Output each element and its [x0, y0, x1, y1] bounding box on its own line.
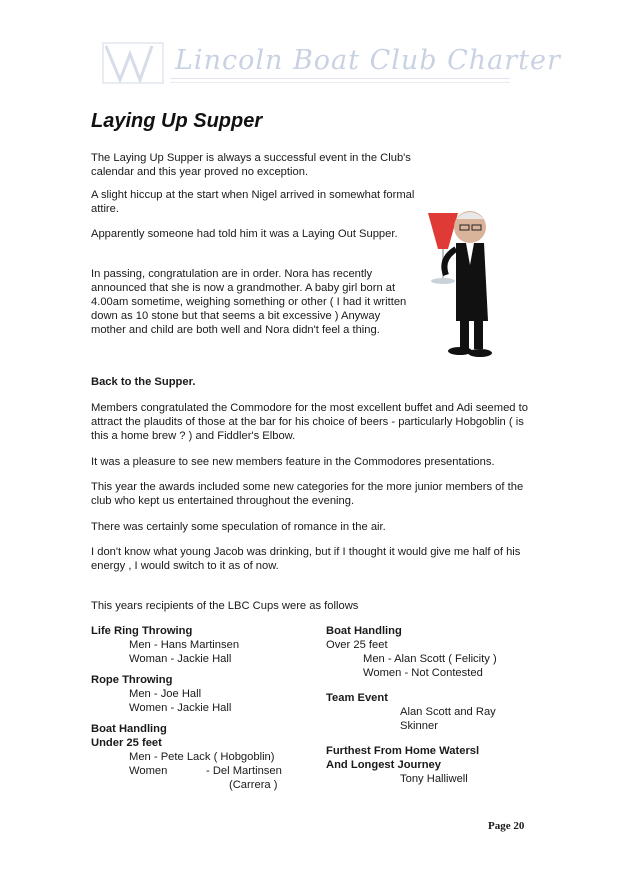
header-banner — [100, 40, 561, 88]
article-title: Laying Up Supper — [91, 110, 263, 132]
award-winner-life-ring-women: Woman - Jackie Hall — [129, 653, 232, 665]
award-subheading-boat-under: Under 25 feet — [91, 737, 162, 749]
paragraph-romance: There was certainly some speculation of romance in the air. — [91, 521, 386, 533]
paragraph-intro: The Laying Up Supper is always a successful event in the Club's calendar and this year proved no exception. — [91, 152, 411, 178]
award-winner-team-line2: Skinner — [400, 720, 438, 732]
award-heading-life-ring: Life Ring Throwing — [91, 625, 193, 637]
award-women-value: - Del Martinsen — [206, 765, 282, 777]
award-winner-team-line1: Alan Scott and Ray — [400, 706, 496, 718]
paragraph-grandmother: In passing, congratulation are in order. Nora has recently announced that she is now a grandmother. A baby girl born at 4.00am sometime, weighing something or other ( I had it written down as 10 stone but that seems a bit excessive ) Anyway mother and child are both well and Nora didn't feel a thing. — [91, 268, 407, 336]
banner-rule-secondary — [170, 82, 510, 83]
award-heading-team: Team Event — [326, 692, 388, 704]
paragraph-new-members: It was a pleasure to see new members feature in the Commodores presentations. — [91, 456, 495, 468]
club-logo-watermark — [100, 40, 170, 86]
award-winner-life-ring-men: Men - Hans Martinsen — [129, 639, 240, 651]
award-heading-furthest: Furthest From Home Watersl — [326, 745, 480, 757]
section-subheading: Back to the Supper. — [91, 376, 196, 388]
award-heading-longest: And Longest Journey — [326, 759, 441, 771]
paragraph-new-categories: This year the awards included some new categories for the more junior members of the club who kept us entertained throughout the evening. — [91, 481, 524, 507]
award-heading-boat-under: Boat Handling — [91, 723, 167, 735]
waiter-cartoon-illustration — [420, 203, 512, 363]
paragraph-hiccup: A slight hiccup at the start when Nigel arrived in somewhat formal attire. — [91, 189, 415, 215]
paragraph-commodore: Members congratulated the Commodore for the most excellent buffet and Adi seemed to attract the plaudits of those at the bar for his choice of beers - particularly Hobgoblin ( is this a home brew ? ) and Fiddler's Elbow. — [91, 402, 528, 442]
banner-title: Lincoln Boat Club Charter — [175, 45, 561, 76]
paragraph-jacob: I don't know what young Jacob was drinking, but if I thought it would give me half of his energy , I would switch to it as of now. — [91, 546, 521, 572]
award-winner-furthest: Tony Halliwell — [400, 773, 468, 785]
banner-rule — [170, 78, 510, 79]
award-winner-rope-men: Men - Joe Hall — [129, 688, 202, 700]
award-subheading-boat-over: Over 25 feet — [326, 639, 388, 651]
award-winner-boat-over-men: Men - Alan Scott ( Felicity ) — [363, 653, 497, 665]
awards-column-right — [326, 624, 526, 786]
awards-intro: This years recipients of the LBC Cups were as follows — [91, 600, 359, 612]
paragraph-laying-out: Apparently someone had told him it was a Laying Out Supper. — [91, 228, 398, 240]
award-women-key: Women — [129, 765, 168, 777]
award-winner-boat-over-women: Women - Not Contested — [363, 667, 483, 679]
award-heading-boat-over: Boat Handling — [326, 625, 402, 637]
award-women-boat: (Carrera ) — [229, 779, 278, 791]
award-winner-boat-under-women-row — [91, 764, 311, 778]
award-winner-rope-women: Women - Jackie Hall — [129, 702, 232, 714]
award-winner-boat-under-men: Men - Pete Lack ( Hobgoblin) — [129, 751, 275, 763]
page-number: Page 20 — [488, 820, 525, 832]
awards-column-left — [91, 624, 311, 792]
award-heading-rope: Rope Throwing — [91, 674, 173, 686]
